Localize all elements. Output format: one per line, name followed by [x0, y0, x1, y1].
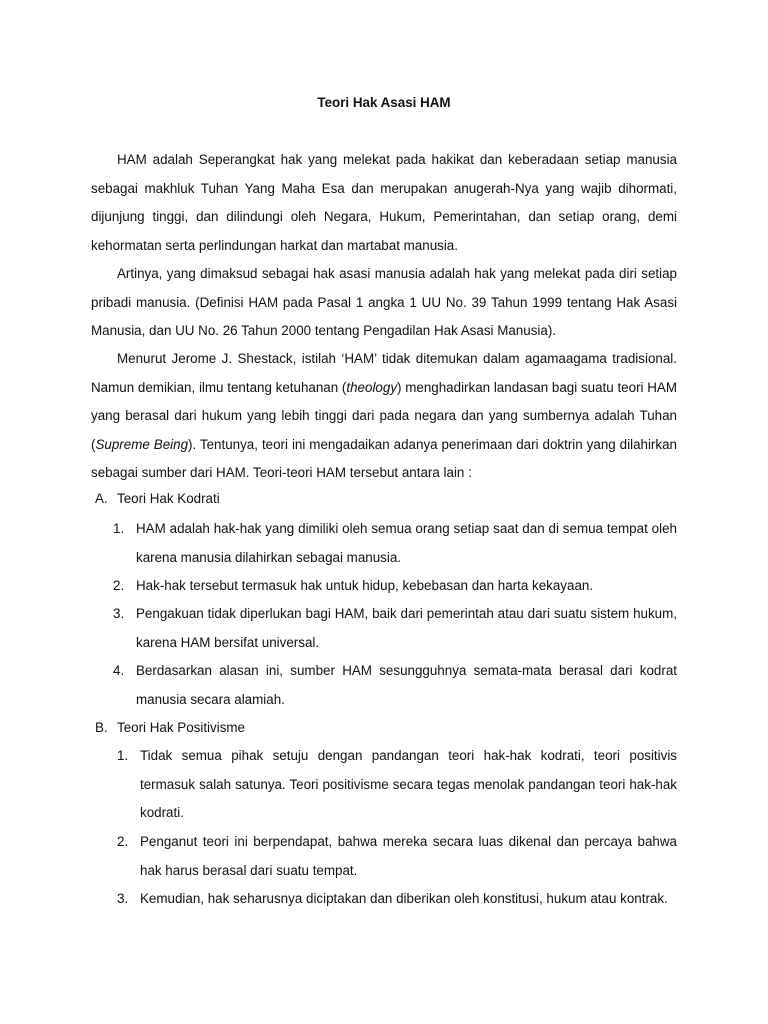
list-item-number: 2.: [117, 834, 129, 849]
list-item-text: Pengakuan tidak diperlukan bagi HAM, baik dari pemerintah atau dari suatu sistem hukum, karena HAM bersifat universal.: [136, 606, 677, 650]
list-item-text: Berdasarkan alasan ini, sumber HAM sesungguhnya semata-mata berasal dari kodrat manusia secara alamiah.: [136, 663, 677, 707]
section-marker: A.: [95, 491, 108, 506]
list-item-text: Penganut teori ini berpendapat, bahwa mereka secara luas dikenal dan percaya bahwa hak harus berasal dari suatu tempat.: [140, 834, 677, 878]
section-title: Teori Hak Positivisme: [117, 720, 245, 735]
list-item-number: 3.: [113, 606, 125, 621]
list-item-text: Kemudian, hak seharusnya diciptakan dan diberikan oleh konstitusi, hukum atau kontrak.: [140, 891, 668, 906]
paragraph-definition: HAM adalah Seperangkat hak yang melekat pada hakikat dan keberadaan setiap manusia sebagai makhluk Tuhan Yang Maha Esa dan merupakan anugerah-Nya yang wajib dihormati, dijunjung tinggi, dan dilindungi oleh Negara, Hukum, Pemerintahan, dan setiap orang, demi kehormatan serta perlindungan harkat dan martabat manusia.: [91, 152, 677, 253]
list-item-number: 1.: [117, 748, 129, 763]
paragraph-shestack-part3: ). Tentunya, teori ini mengadaikan adanya penerimaan dari doktrin yang dilahirkan sebagai sumber dari HAM. Teori-teori HAM tersebut antara lain :: [91, 436, 677, 481]
paragraph-shestack: [91, 345, 677, 488]
list-item-number: 2.: [113, 578, 125, 593]
list-item-text: HAM adalah hak-hak yang dimiliki oleh semua orang setiap saat dan di semua tempat oleh karena manusia dilahirkan sebagai manusia.: [136, 521, 677, 565]
paragraph-shestack-part2: ) menghadirkan landasan bagi suatu teori HAM yang berasal dari hukum yang lebih tinggi dari pada negara dan yang sumbernya adalah Tuhan (: [91, 379, 677, 452]
section-heading-b: [95, 718, 245, 738]
list-item-number: 4.: [113, 663, 125, 678]
section-heading-a: [95, 489, 220, 509]
list-item-number: 3.: [117, 891, 129, 906]
list-item: [113, 515, 677, 572]
list-item-number: 1.: [113, 521, 125, 536]
page-title: Teori Hak Asasi HAM: [317, 95, 451, 110]
list-item: [113, 572, 677, 601]
list-item: [113, 600, 677, 657]
term-supreme-being: Supreme Being: [95, 436, 189, 452]
list-item: [113, 657, 677, 714]
list-item-text: Hak-hak tersebut termasuk hak untuk hidup, kebebasan dan harta kekayaan.: [136, 578, 594, 593]
paragraph-shestack-part1: Menurut Jerome J. Shestack, istilah ‘HAM’ tidak ditemukan dalam agamaagama tradisional. Namun demikian, ilmu tentang ketuhanan (: [91, 351, 677, 395]
term-theology: theology: [346, 379, 398, 395]
paragraph-meaning: Artinya, yang dimaksud sebagai hak asasi manusia adalah hak yang melekat pada diri setiap pribadi manusia. (Definisi HAM pada Pasal 1 angka 1 UU No. 39 Tahun 1999 tentang Hak Asasi Manusia, dan UU No. 26 Tahun 2000 tentang Pengadilan Hak Asasi Manusia).: [91, 266, 677, 339]
list-item: [117, 742, 677, 828]
section-marker: B.: [95, 720, 108, 735]
list-item-text: Tidak semua pihak setuju dengan pandangan teori hak-hak kodrati, teori positivis termasuk salah satunya. Teori positivisme secara tegas menolak pandangan teori hak-hak kodrati.: [140, 748, 677, 821]
section-title: Teori Hak Kodrati: [117, 491, 220, 506]
list-item: [117, 885, 677, 914]
list-item: [117, 828, 677, 885]
